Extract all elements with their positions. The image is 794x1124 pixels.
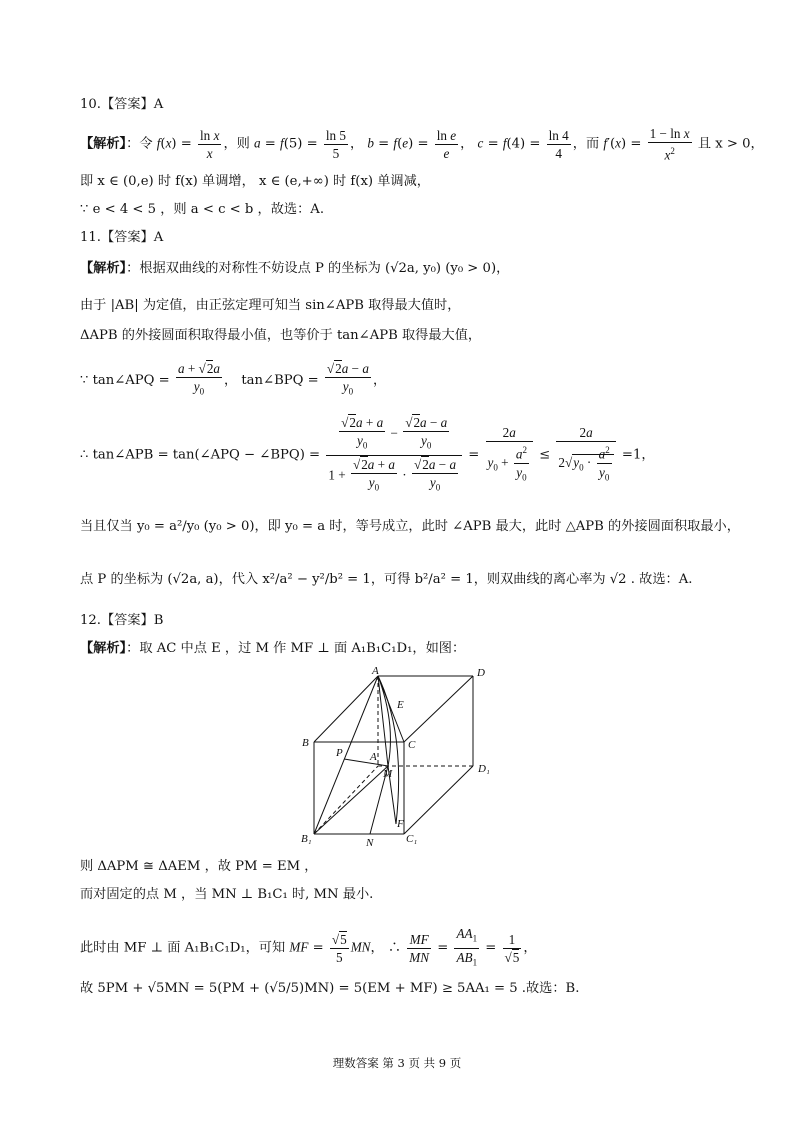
diag-ab1 <box>314 676 378 834</box>
label-E: E <box>397 699 404 711</box>
analysis-label: 【解析】 <box>80 261 127 276</box>
frac-one-over-sqrt5: $\frac{1}{√5}$ <box>504 931 520 965</box>
hidden-b1a1 <box>314 766 378 834</box>
arc-ae <box>378 676 399 824</box>
label-A1: A <box>370 751 377 763</box>
q11-line-7: 点 P 的坐标为 (√2a, a)，代入 x²/a² − y²/b² = 1，可得 b²/a² = 1，则双曲线的离心率为 √2 . 故选：A. <box>80 572 693 587</box>
frac-aa1-ab1: $\frac{AA_1}{AB_1}$ <box>456 926 478 968</box>
label-M: M <box>383 768 393 780</box>
q12-line-3: 而对固定的点 M ，当 MN ⊥ B₁C₁ 时, MN 最小. <box>80 887 374 902</box>
frac-sqrt5-over-5: $\frac{√5}{5}$ <box>331 931 347 965</box>
page-footer: 理数答案 第 3 页 共 9 页 <box>332 1056 462 1070</box>
label-N: N <box>366 837 374 849</box>
label-D: D <box>477 667 485 679</box>
frac-derivative: $\frac{\text{1 − ln x}}{x^2}$ <box>649 126 690 163</box>
label-C: C <box>408 739 416 751</box>
label-D1: D₁ <box>478 763 490 775</box>
label-B: B <box>302 737 309 749</box>
q11-line-4: ∵ tan∠APQ = $\frac{a + √2a}{y_0}$ ， tan∠BPQ = $\frac{√2a - a}{y_0}$ ， <box>80 360 386 401</box>
label-C1: C₁ <box>406 833 418 845</box>
q11-line-2: 由于 |AB| 为定值，由正弦定理可知当 sin∠APB 取得最大值时， <box>80 298 461 313</box>
q10-header: 10.【答案】A <box>80 97 164 112</box>
edge-ab <box>314 676 378 742</box>
label-A: A <box>372 665 379 677</box>
q12-line-4: 此时由 MF ⊥ 面 A₁B₁C₁D₁，可知 MF = $\frac{√5}{5}$ MN， ∴ $\frac{MF}{MN}$ = $\frac{AA_1}{AB_1}$ = $\frac{1}{√5}$ ， <box>80 925 537 971</box>
analysis-label: 【解析】 <box>80 641 127 656</box>
label-B1: B₁ <box>301 833 312 845</box>
label-F: F <box>397 818 404 830</box>
frac-ln4: $\frac{\ln 4}{4}$ <box>548 127 569 161</box>
edge-c1d1 <box>404 766 473 834</box>
q10-line-2: 即 x ∈ (0,e) 时 f(x) 单调增， x ∈ (e,+∞) 时 f(x) 单调减， <box>80 174 430 189</box>
edge-cd <box>404 676 473 742</box>
frac-am-gm: 2a $2√y_0$ · $\frac{a^2}{y_0}$ <box>556 424 615 486</box>
cube-figure <box>298 664 508 849</box>
analysis-label: 【解析】 <box>80 136 127 152</box>
q10-line-1: 【解析】：令 f(x) = $\frac{\text{ln x}}{x}$ ，则 a = f(5) = $\frac{\ln 5}{5}$ ， b = f(e) = $\frac{\text{ln e}}{e}$ ， c = f(4) = $\frac{\ln 4}{4}$ ，而 f′(x) = $\frac{\text{1 − ln x}}{x^2}$ 且 x > 0， <box>80 126 764 163</box>
q11-line-5: ∴ tan∠APB = tan(∠APQ − ∠BPQ) = $\frac{√2a + a}{y_0}$ − $\frac{√2a - a}{y_0}$ 1 + $\frac{√2a + a}{y_0}$ · $\frac{√2a - a}{y_0}$ = 2a $y_0$ + $\frac{a^2}{y_0}$ ≤ 2a $2√y_0$ · $\frac{a^2}{y_0}$ =1， <box>80 414 655 496</box>
q12-line-2: 则 ΔAPM ≅ ΔAEM ，故 PM = EM ， <box>80 859 318 874</box>
q11-header: 11.【答案】A <box>80 230 164 245</box>
q11-line-6: 当且仅当 y₀ = a²/y₀ (y₀ > 0)，即 y₀ = a 时，等号成立，此时 ∠APB 最大，此时 △APB 的外接圆面积取最小， <box>80 519 740 534</box>
q12-line-1: 【解析】：取 AC 中点 E ，过 M 作 MF ⊥ 面 A₁B₁C₁D₁，如图： <box>80 641 466 656</box>
q12-header: 12.【答案】B <box>80 613 164 628</box>
frac-mf-mn: $\frac{MF}{MN}$ <box>409 931 430 965</box>
label-P: P <box>336 747 343 759</box>
q11-line-3: ΔAPB 的外接圆面积取得最小值，也等价于 tan∠APB 取得最大值， <box>80 328 482 343</box>
frac-ln5: $\frac{\ln 5}{5}$ <box>325 127 346 161</box>
frac-tan-difference: $\frac{√2a + a}{y_0}$ − $\frac{√2a - a}{y_0}$ 1 + $\frac{√2a + a}{y_0}$ · $\frac{√2a - a}{y_0}$ <box>326 414 462 496</box>
frac-tan-apq: $\frac{a + √2a}{y_0}$ <box>177 361 220 397</box>
frac-lne: $\frac{\text{ln e}}{e}$ <box>436 127 457 161</box>
frac-tan-bpq: $\frac{√2a - a}{y_0}$ <box>326 361 369 397</box>
line-b1m <box>314 766 388 834</box>
line-pm <box>344 759 388 766</box>
frac-lnx-over-x: $\frac{\text{ln x}}{x}$ <box>200 127 220 161</box>
q12-line-5: 故 5PM + √5MN = 5(PM + (√5/5)MN) = 5(EM + MF) ≥ 5AA₁ = 5 .故选：B. <box>80 981 580 996</box>
frac-simplified: 2a $y_0$ + $\frac{a^2}{y_0}$ <box>486 424 533 486</box>
q10-line-3: ∵ e < 4 < 5 ，则 a < c < b ，故选：A. <box>80 202 325 217</box>
q11-line-1: 【解析】：根据双曲线的对称性不妨设点 P 的坐标为 (√2a, y₀) (y₀ > 0)， <box>80 261 510 276</box>
